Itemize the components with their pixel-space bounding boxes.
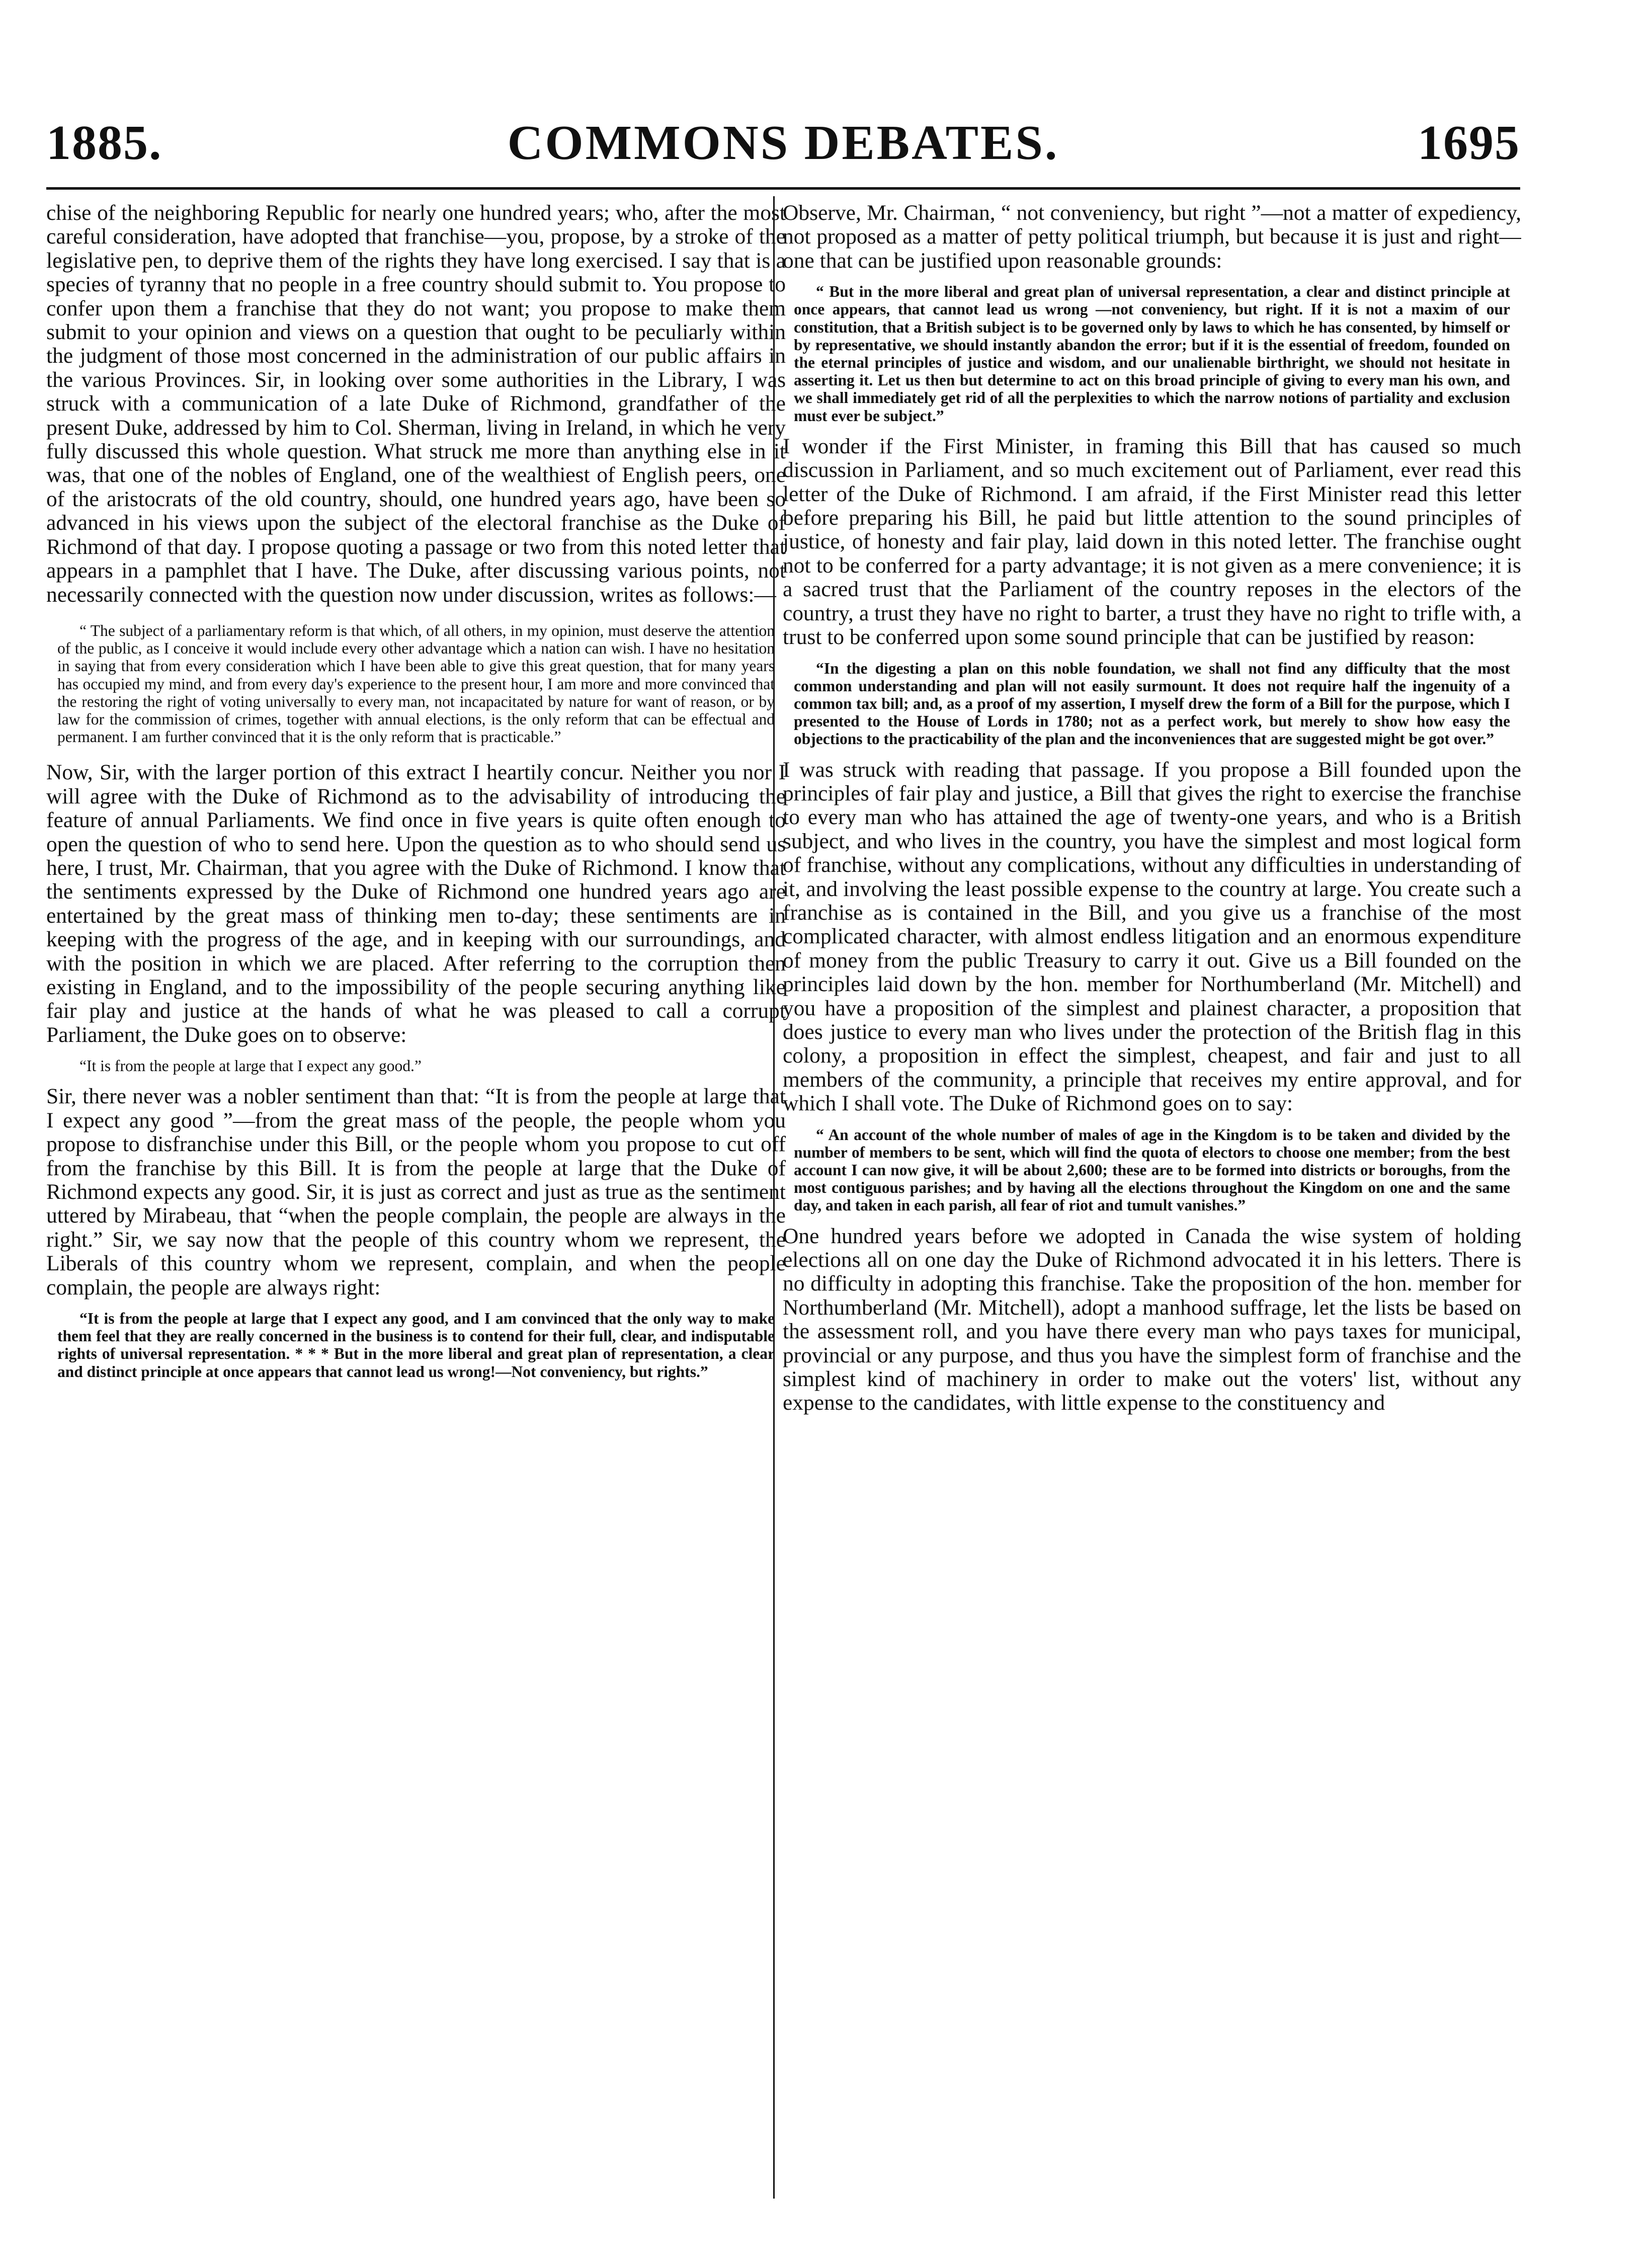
right-quote-2: “In the digesting a plan on this noble foundation, we shall not find any difficulty that the most common understanding and plan will not easily surmount. It does not require half the ingenuity of a common tax bill; and, as a proof of my assertion, I myself drew the form of a Bill for the purpose, which I presented to the House of Lords in 1780; not as a perfect work, but merely to show how easy the objections to the practicability of the plan and the inconveniences that are suggested might be got over.”	[794, 659, 1510, 748]
left-quote-1: “ The subject of a parliamentary reform is that which, of all others, in my opinion, must deserve the attention of the public, as I conceive it would include every other advantage which a nation can wish. I have no hesitation in saying that from every consideration which I have been able to give this great question, that for many years has occupied my mind, and from every day's experience to the present hour, I am more and more convinced that the restoring the right of voting universally to every man, not incapacitated by nature for want of reason, or by law for the commission of crimes, together with annual elections, is the only reform that can be effectual and permanent. I am further convinced that it is the only reform that is practicable.”	[57, 621, 775, 746]
right-quote-3: “ An account of the whole number of males of age in the Kingdom is to be taken and divided by the number of members to be sent, which will find the quota of electors to choose one member; from the best account I can now give, it will be about 2,600; these are to be formed into districts or boroughs, from the most contiguous parishes; and by having all the elections throughout the Kingdom on one and the same day, and taken in each parish, all fear of riot and tumult vanishes.”	[794, 1125, 1510, 1214]
right-paragraph-1: Observe, Mr. Chairman, “ not conveniency, but right ”—not a matter of expediency, not proposed as a matter of petty political triumph, but because it is just and right—one that can be justified upon reasonable grounds:	[783, 201, 1521, 273]
header-rule	[46, 187, 1520, 190]
right-quote-1: “ But in the more liberal and great plan of universal representation, a clear and distinct principle at once appears, that cannot lead us wrong —not conveniency, but right. If it is not a maxim of our constitution, that a British subject is to be governed only by laws to which he has consented, by himself or by representative, we should instantly abandon the error; but if it is the essential of freedom, founded on the eternal principles of justice and wisdom, and our unalienable birthright, we should not hesitate in asserting it. Let us then but determine to act on this broad principle of giving to every man his own, and we shall immediately get rid of all the perplexities to which the narrow notions of partiality and exclusion must ever be subject.”	[794, 283, 1510, 425]
left-paragraph-1: chise of the neighboring Republic for nearly one hundred years; who, after the most careful consideration, have adopted that franchise—you, propose, by a stroke of the legislative pen, to deprive them of the rights they have long exercised. I say that is a species of tyranny that no people in a free country should submit to. You propose to confer upon them a franchise that they do not want; you propose to make them submit to your opinion and views on a question that ought to be peculiarly within the judgment of those most concerned in the administration of our public affairs in the various Provinces. Sir, in looking over some authorities in the Library, I was struck with a communication of a late Duke of Richmond, grandfather of the present Duke, addressed by him to Col. Sherman, living in Ireland, in which he very fully discussed this whole question. What struck me more than anything else in it was, that one of the nobles of England, one of the wealthiest of English peers, one of the aristocrats of the old country, should, one hundred years ago, have been so advanced in his views upon the subject of the electoral franchise as the Duke of Richmond of that day. I propose quoting a passage or two from this noted letter that appears in a pamphlet that I have. The Duke, after discussing various points, not necessarily connected with the question now under discussion, writes as follows:—	[46, 201, 786, 607]
right-column	[783, 201, 1521, 2254]
header-page-number: 1695	[1418, 116, 1520, 170]
page-header	[46, 115, 1520, 173]
left-paragraph-2: Now, Sir, with the larger portion of this extract I heartily concur. Neither you nor I will agree with the Duke of Richmond as to the advisability of introducing the feature of annual Parliaments. We find once in five years is quite often enough to open the question of who to send here. Upon the question as to who should send us here, I trust, Mr. Chairman, that you agree with the Duke of Richmond. I know that the sentiments expressed by the Duke of Richmond one hundred years ago are entertained by the great mass of thinking men to-day; these sentiments are in keeping with the progress of the age, and in keeping with our surroundings, and with the position in which we are placed. After referring to the corruption then existing in England, and to the impossibility of the people securing anything like fair play and justice at the hands of what he was pleased to call a corrupt Parliament, the Duke goes on to observe:	[46, 760, 786, 1047]
header-year: 1885.	[46, 116, 162, 170]
left-paragraph-3: Sir, there never was a nobler sentiment than that: “It is from the people at large that I expect any good ”—from the great mass of the people, the people whom you propose to disfranchise under this Bill, or the people whom you propose to cut off from the franchise by this Bill. It is from the people at large that the Duke of Richmond expects any good. Sir, it is just as correct and just as true as the sentiment uttered by Mirabeau, that “when the people complain, the people are always in the right.” Sir, we say now that the people of this country whom we represent, the Liberals of this country whom we represent, complain, and when the people complain, the people are always right:	[46, 1084, 786, 1300]
left-column	[46, 201, 786, 2254]
left-quote-2: “It is from the people at large that I expect any good.”	[79, 1057, 422, 1075]
right-paragraph-4: One hundred years before we adopted in Canada the wise system of holding elections all on one day the Duke of Richmond advocated it in his letters. There is no difficulty in adopting this franchise. Take the proposition of the hon. member for Northumberland (Mr. Mitchell), adopt a manhood suffrage, let the lists be based on the assessment roll, and you have there every man who pays taxes for municipal, provincial or any purpose, and thus you have the simplest form of franchise and the simplest kind of machinery in order to make out the voters' list, without any expense to the candidates, with little expense to the constituency and	[783, 1224, 1521, 1415]
header-title: COMMONS DEBATES.	[507, 116, 1059, 170]
right-paragraph-3: I was struck with reading that passage. If you propose a Bill founded upon the principles of fair play and justice, a Bill that gives the right to exercise the franchise to every man who has attained the age of twenty-one years, and who is a British subject, and who lives in the country, you have the simplest and most logical form of franchise, without any complications, without any difficulties in understanding of it, and involving the least possible expense to the country at large. You create such a franchise as is contained in the Bill, and you give us a franchise of the most complicated character, with almost endless litigation and an enormous expenditure of money from the public Treasury to carry it out. Give us a Bill founded on the principles laid down by the hon. member for Northumberland (Mr. Mitchell) and you have a proposition of the simplest and plainest character, a proposition that does justice to every man who lives under the protection of the British flag in this colony, a proposition in effect the simplest, cheapest, and fair and just to all members of the community, a principle that receives my entire approval, and for which I shall vote. The Duke of Richmond goes on to say:	[783, 757, 1521, 1116]
right-paragraph-2: I wonder if the First Minister, in framing this Bill that has caused so much discussion in Parliament, and so much excitement out of Parliament, ever read this letter of the Duke of Richmond. I am afraid, if the First Minister read this letter before preparing his Bill, he paid but little attention to the sound principles of justice, of honesty and fair play, laid down in this noted letter. The franchise ought not to be conferred for a party advantage; it is not given as a mere convenience; it is a sacred trust that the Parliament of the country reposes in the electors of the country, a trust they have no right to barter, a trust they have no right to trifle with, a trust to be conferred upon some sound principle that can be justified by reason:	[783, 434, 1521, 650]
left-quote-3: “It is from the people at large that I expect any good, and I am convinced that the only way to make them feel that they are really concerned in the business is to contend for their full, clear, and indisputable rights of universal representation. * * * But in the more liberal and great plan of representation, a clear and distinct principle at once appears that cannot lead us wrong!—Not conveniency, but rights.”	[57, 1310, 775, 1381]
